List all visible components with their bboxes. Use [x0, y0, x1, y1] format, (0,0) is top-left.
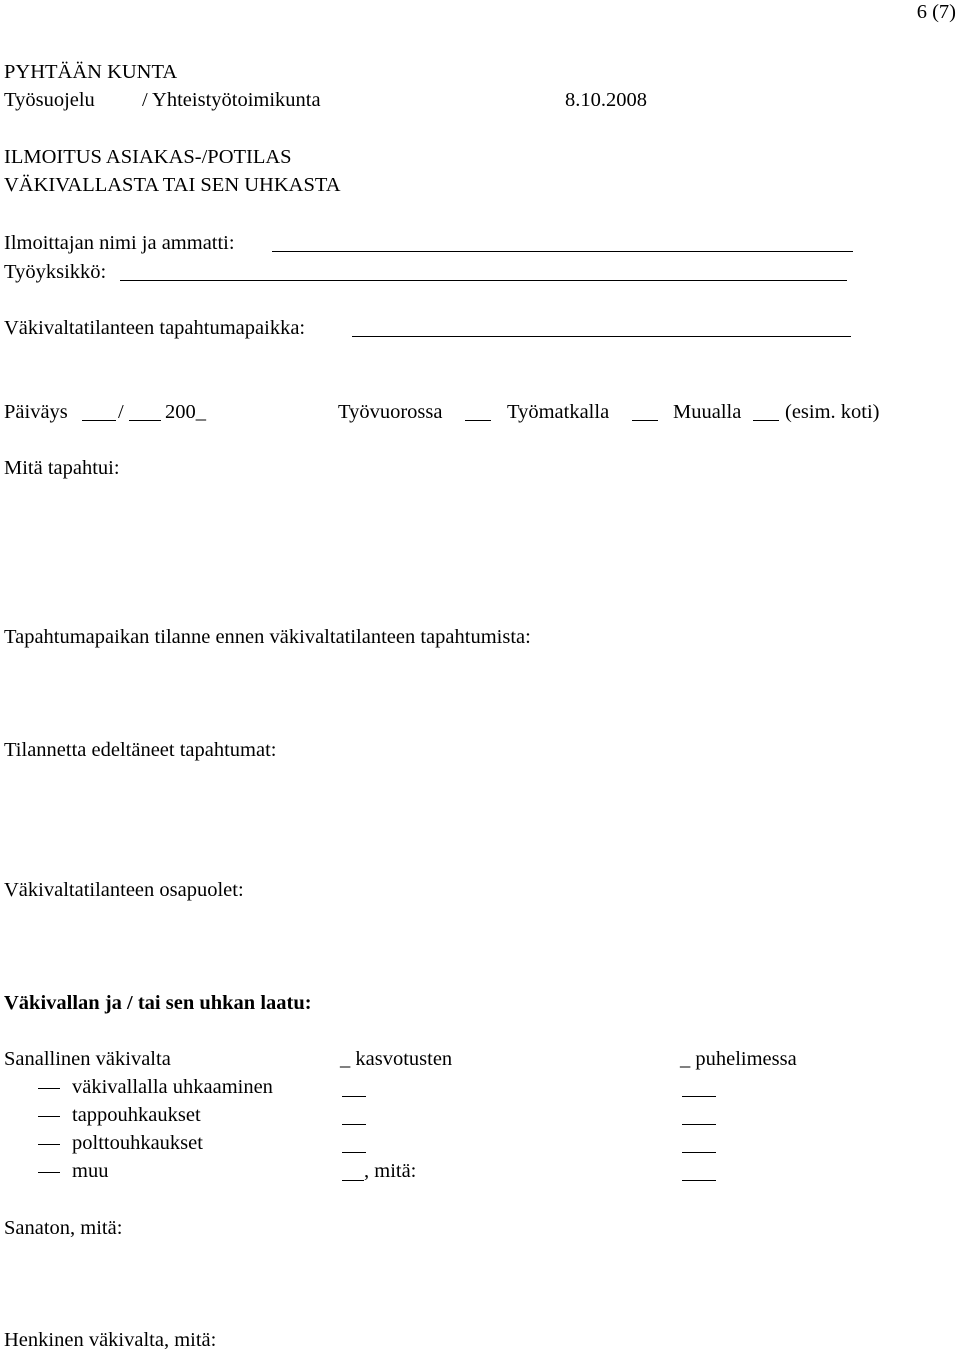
threat-face-checkbox[interactable] — [342, 1096, 366, 1097]
workplace-line[interactable] — [120, 280, 847, 281]
bullet-dash — [38, 1116, 60, 1117]
reporter-label: Ilmoittajan nimi ja ammatti: — [4, 232, 235, 254]
form-title-line2: VÄKIVALLASTA TAI SEN UHKASTA — [4, 174, 341, 196]
form-title-line1: ILMOITUS ASIAKAS-/POTILAS — [4, 146, 292, 168]
location-line[interactable] — [352, 336, 851, 337]
arson-threat-phone-checkbox[interactable] — [682, 1152, 716, 1153]
phone-column: _ puhelimessa — [680, 1048, 797, 1070]
threat-row-label: väkivallalla uhkaaminen — [72, 1076, 273, 1098]
committee-name: / Yhteistyötoimikunta — [142, 89, 321, 111]
elsewhere-label: Muualla — [673, 401, 742, 423]
elsewhere-example: (esim. koti) — [785, 401, 880, 423]
date-label: Päiväys — [4, 401, 68, 423]
mental-violence-label: Henkinen väkivalta, mitä: — [4, 1329, 217, 1351]
date-year: 200_ — [165, 401, 206, 423]
other-face-checkbox[interactable] — [342, 1180, 364, 1181]
violence-type-heading: Väkivallan ja / tai sen uhkan laatu: — [4, 992, 312, 1014]
date-day-line[interactable] — [82, 420, 116, 421]
commute-line[interactable] — [632, 420, 658, 421]
date-slash: / — [118, 401, 124, 423]
arson-threat-face-checkbox[interactable] — [342, 1152, 366, 1153]
other-phone-checkbox[interactable] — [682, 1180, 716, 1181]
reporter-line[interactable] — [272, 251, 853, 252]
arson-threat-row-label: polttouhkaukset — [72, 1132, 203, 1154]
face-to-face-column: _ kasvotusten — [340, 1048, 453, 1070]
other-specify-label: , mitä: — [364, 1160, 417, 1182]
threat-phone-checkbox[interactable] — [682, 1096, 716, 1097]
date-month-line[interactable] — [129, 420, 161, 421]
bullet-dash — [38, 1172, 60, 1173]
nonverbal-label: Sanaton, mitä: — [4, 1217, 123, 1239]
on-duty-label: Työvuorossa — [338, 401, 443, 423]
parties-label: Väkivaltatilanteen osapuolet: — [4, 879, 244, 901]
situation-before-label: Tapahtumapaikan tilanne ennen väkivaltatilanteen tapahtumista: — [4, 626, 531, 648]
bullet-dash — [38, 1088, 60, 1089]
location-label: Väkivaltatilanteen tapahtumapaikka: — [4, 317, 306, 339]
organization-name: PYHTÄÄN KUNTA — [4, 61, 178, 83]
elsewhere-line[interactable] — [753, 420, 779, 421]
death-threat-face-checkbox[interactable] — [342, 1124, 366, 1125]
death-threat-row-label: tappouhkaukset — [72, 1104, 201, 1126]
document-date: 8.10.2008 — [565, 89, 647, 111]
other-row-label: muu — [72, 1160, 109, 1182]
death-threat-phone-checkbox[interactable] — [682, 1124, 716, 1125]
verbal-violence-label: Sanallinen väkivalta — [4, 1048, 171, 1070]
what-happened-label: Mitä tapahtui: — [4, 457, 120, 479]
on-duty-line[interactable] — [465, 420, 491, 421]
page-number: 6 (7) — [916, 1, 956, 23]
workplace-label: Työyksikkö: — [4, 261, 107, 283]
preceding-events-label: Tilannetta edeltäneet tapahtumat: — [4, 739, 277, 761]
bullet-dash — [38, 1144, 60, 1145]
commute-label: Työmatkalla — [507, 401, 610, 423]
unit-name: Työsuojelu — [4, 89, 95, 111]
